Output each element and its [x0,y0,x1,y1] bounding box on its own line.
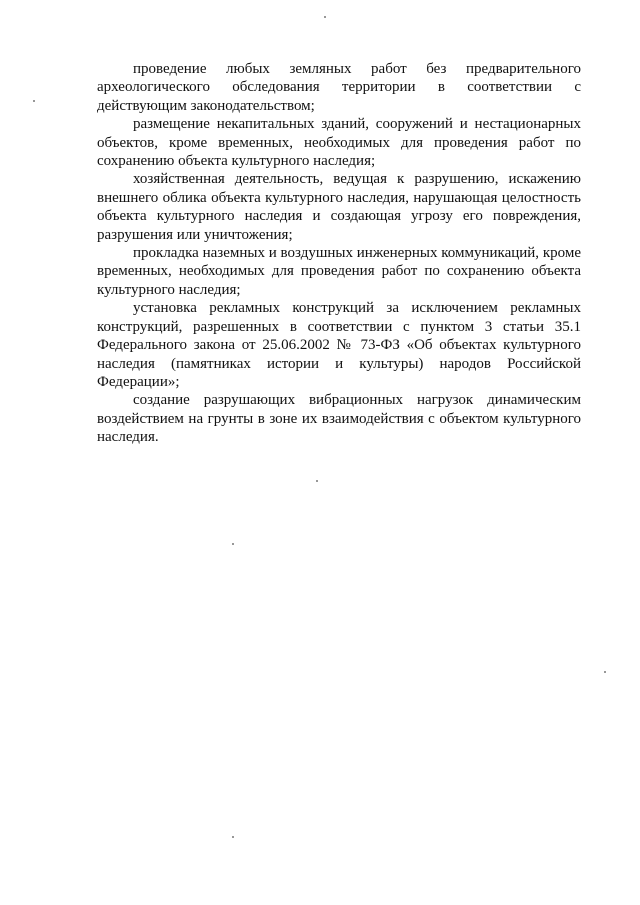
scan-speck [604,671,606,673]
paragraph-economic-activity: хозяйственная деятельность, ведущая к разрушению, искажению внешнего облика объекта культурного наследия, нарушающая целостность объекта культурного наследия и создающая угрозу его повреждения, разрушения или уничтожения; [97,171,581,243]
paragraph-vibration-loads: создание разрушающих вибрационных нагрузок динамическим воздействием на грунты в зоне их взаимодействия с объектом культурного наследия. [97,392,581,446]
scan-speck [232,543,234,545]
document-body [97,60,581,447]
paragraph-utility-lines: прокладка наземных и воздушных инженерных коммуникаций, кроме временных, необходимых для проведения работ по сохранению объекта культурного наследия; [97,245,581,298]
scan-speck [324,16,326,18]
scan-speck [316,480,318,482]
paragraph-temporary-structures: размещение некапитальных зданий, сооружений и нестационарных объектов, кроме временных, необходимых для проведения работ по сохранению объекта культурного наследия; [97,116,581,170]
scan-speck [232,836,234,838]
paragraph-advertising: установка рекламных конструкций за исключением рекламных конструкций, разрешенных в соответствии с пунктом 3 статьи 35.1 Федерального закона от 25.06.2002 № 73-ФЗ «Об объектах культурного наследия (памятниках истории и культуры) народов Российской Федерации»; [97,300,581,390]
paragraph-earthworks: проведение любых земляных работ без предварительного археологического обследования территории в соответствии с действующим законодательством; [97,61,581,114]
scan-speck [33,100,35,102]
